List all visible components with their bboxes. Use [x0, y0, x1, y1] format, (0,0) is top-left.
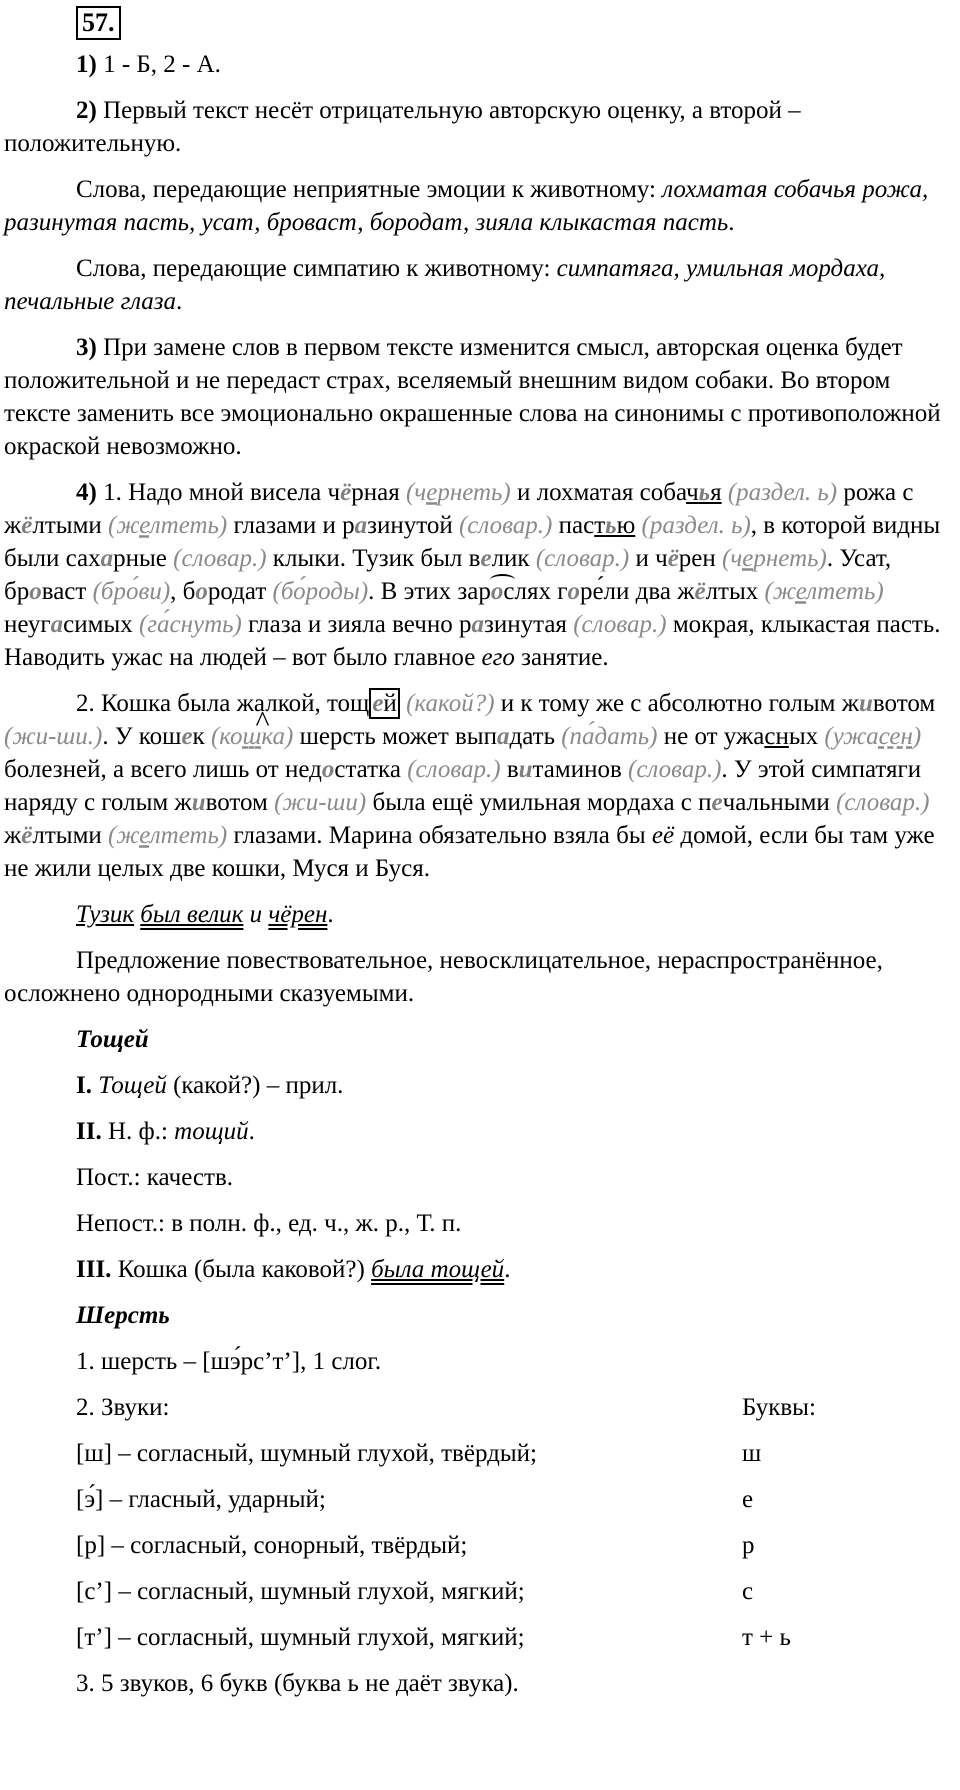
- word1-line2: II. Н. ф.: тощий.: [76, 1118, 255, 1145]
- word1-title: Тощей: [76, 1026, 149, 1053]
- predicate-1: был велик: [140, 901, 244, 928]
- task-2-num: 2): [76, 97, 97, 124]
- sound-row: [с’] – согласный, шумный глухой, мягкий; с: [76, 1578, 754, 1605]
- word1-line3: Пост.: качеств.: [76, 1164, 233, 1191]
- task-4-text-1: 4) 1. Надо мной висела чёрная (чернеть) и лохматая собачья (раздел. ь) рожа с жёлтыми (желтеть) глазами и разинутой (словар.) пастью (раздел. ь), в которой видны были сахарные (словар.) клыки. Тузик был велик (словар.) и чёрен (чернеть). Усат, броваст (бро́ви), бородат (бо́роды). В этих зарослях горе́ли два жёлтых (желтеть) неугасимых (га́снуть) глаза и зияла вечно разинутая (словар.) мокрая, клыкастая пасть. Наводить ужас на людей – вот было главное его занятие.: [4, 479, 941, 671]
- task-4-num: 4): [76, 479, 97, 506]
- word1-line4: Непост.: в полн. ф., ед. ч., ж. р., Т. п.: [76, 1210, 462, 1237]
- word2-line1: 1. шерсть – [шэ́рс’т’], 1 слог.: [76, 1348, 382, 1375]
- pos-words: симпатяга, умильная мордаха, печальные глаза: [4, 255, 886, 315]
- task-1-num: 1): [76, 51, 97, 78]
- word2-title: Шерсть: [76, 1302, 170, 1329]
- subject: Тузик: [76, 901, 135, 928]
- task-1-text: 1 - Б, 2 - А.: [96, 51, 221, 78]
- predicate-2: чёрен: [268, 901, 328, 928]
- pos-lead: Слова, передающие симпатию к животному:: [76, 255, 557, 282]
- conj-and: и: [243, 901, 269, 928]
- sounds-header: 2. Звуки: Буквы:: [76, 1394, 816, 1421]
- sentence-description: Предложение повествовательное, невосклицательное, нераспространённое, осложнено однородными сказуемыми.: [4, 947, 883, 1007]
- task-1: [4, 48, 950, 81]
- neg-words: лохматая собачья рожа, разинутая пасть, усат, бровас​т, бородат, зияла клыкастая пасть: [4, 176, 929, 236]
- word2-line3: 3. 5 звуков, 6 букв (буква ь не даёт звука).: [76, 1670, 519, 1697]
- task-4-text-2: 2. Кошка была жалкой, тощ ей (какой?) и к тому же с абсолютно голым животом (жи-ши.). У кош^ ек (кошка) шерсть может выпадать (па́дать) не от ужасных (ужасен) болезней, а всего лишь от недостатка (словар.) витаминов (словар.). У этой симпатяги наряду с голым животом (жи-ши) была ещё умильная мордаха с печальными (словар.) жёлтыми (желтеть) глазами. Марина обязательно взяла бы её домой, если бы там уже не жили целых две кошки, Муся и Буся.: [4, 687, 950, 885]
- task-3-text: При замене слов в первом тексте изменится смысл, авторская оценка будет положительной и не передаст страх, вселяемый внешним видом собаки. Во втором тексте заменить все эмоционально окрашенные слова на синонимы с противоположной окраской невозможно.: [4, 334, 941, 460]
- task-2-text: Первый текст несёт отрицательную авторскую оценку, а второй – положительную.: [4, 97, 801, 157]
- word1-line1: I. Тощей (какой?) – прил.: [76, 1072, 344, 1099]
- task-2-positive: Слова, передающие симпатию к животному: симпатяга, умильная мордаха, печальные глаза.: [4, 255, 886, 315]
- word1-line5: III. Кошка (была каковой?) была тощей.: [76, 1256, 511, 1283]
- sound-row: [э́] – гласный, ударный; е: [76, 1486, 754, 1513]
- sound-row: [т’] – согласный, шумный глухой, мягкий; т + ь: [76, 1624, 791, 1651]
- sentence-parse: Тузик был велик и чёрен.: [76, 901, 334, 928]
- task-3: [4, 331, 950, 463]
- sound-row: [р] – согласный, сонорный, твёрдый; р: [76, 1532, 755, 1559]
- exercise-number: 57.: [76, 6, 121, 40]
- task-3-num: 3): [76, 334, 97, 361]
- neg-lead: Слова, передающие неприятные эмоции к животному:: [76, 176, 663, 203]
- task-2-negative: Слова, передающие неприятные эмоции к животному: лохматая собачья рожа, разинутая пасть, усат, бровас​т, бородат, зияла клыкастая пасть.: [4, 176, 929, 236]
- sound-row: [ш] – согласный, шумный глухой, твёрдый; ш: [76, 1440, 762, 1467]
- task-2: [4, 94, 950, 160]
